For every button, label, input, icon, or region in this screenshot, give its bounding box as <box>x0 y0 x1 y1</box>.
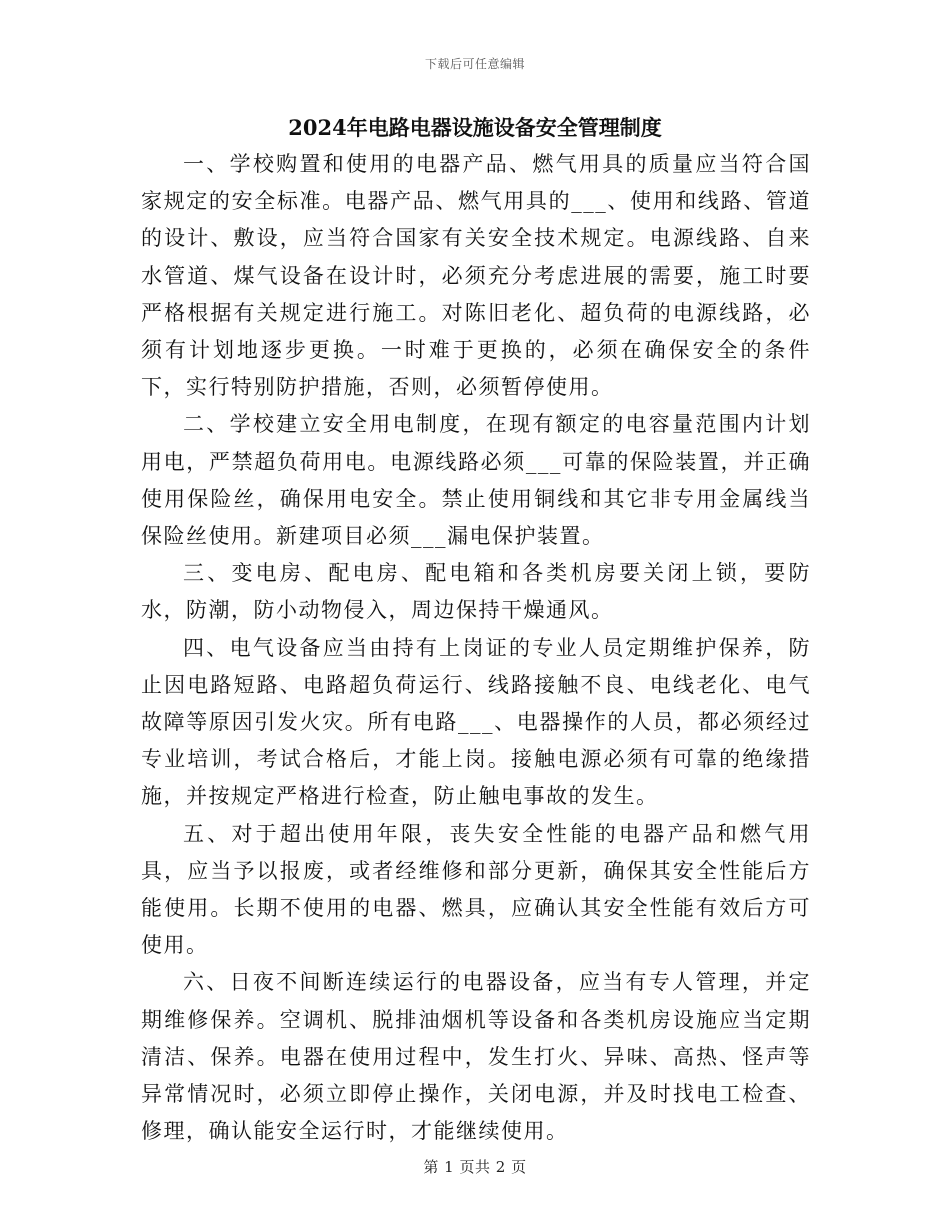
header-note: 下载后可任意编辑 <box>424 57 525 71</box>
page-number: 第 1 页共 2 页 <box>423 1158 527 1176</box>
paragraph-6: 六、日夜不间断连续运行的电器设备，应当有专人管理，并定期维修保养。空调机、脱排油烟机等设备和各类机房设施应当定期清洁、保养。电器在使用过程中，发生打火、异味、高热、怪声等异常情况时，必须立即停止操作，关闭电源，并及时找电工检查、修理，确认能安全运行时，才能继续使用。 <box>141 970 811 1144</box>
paragraph-2: 二、学校建立安全用电制度，在现有额定的电容量范围内计划用电，严禁超负荷用电。电源线路必须___可靠的保险装置，并正确使用保险丝，确保用电安全。禁止使用铜线和其它非专用金属线当保险丝使用。新建项目必须___漏电保护装置。 <box>141 412 811 549</box>
paragraph-1: 一、学校购置和使用的电器产品、燃气用具的质量应当符合国家规定的安全标准。电器产品、燃气用具的___、使用和线路、管道的设计、敷设，应当符合国家有关安全技术规定。电源线路、自来水管道、煤气设备在设计时，必须充分考虑进展的需要，施工时要严格根据有关规定进行施工。对陈旧老化、超负荷的电源线路，必须有计划地逐步更换。一时难于更换的，必须在确保安全的条件下，实行特别防护措施，否则，必须暂停使用。 <box>141 152 811 400</box>
document-body <box>141 146 811 1150</box>
document-title: 2024年电路电器设施设备安全管理制度 <box>288 115 662 140</box>
paragraph-4: 四、电气设备应当由持有上岗证的专业人员定期维护保养，防止因电路短路、电路超负荷运行、线路接触不良、电线老化、电气故障等原因引发火灾。所有电路___、电器操作的人员，都必须经过专业培训，考试合格后，才能上岗。接触电源必须有可靠的绝缘措施，并按规定严格进行检查，防止触电事故的发生。 <box>141 635 811 809</box>
paragraph-3: 三、变电房、配电房、配电箱和各类机房要关闭上锁，要防水，防潮，防小动物侵入，周边保持干燥通风。 <box>141 561 811 623</box>
paragraph-5: 五、对于超出使用年限，丧失安全性能的电器产品和燃气用具，应当予以报废，或者经维修和部分更新，确保其安全性能后方能使用。长期不使用的电器、燃具，应确认其安全性能有效后方可使用。 <box>141 821 811 958</box>
